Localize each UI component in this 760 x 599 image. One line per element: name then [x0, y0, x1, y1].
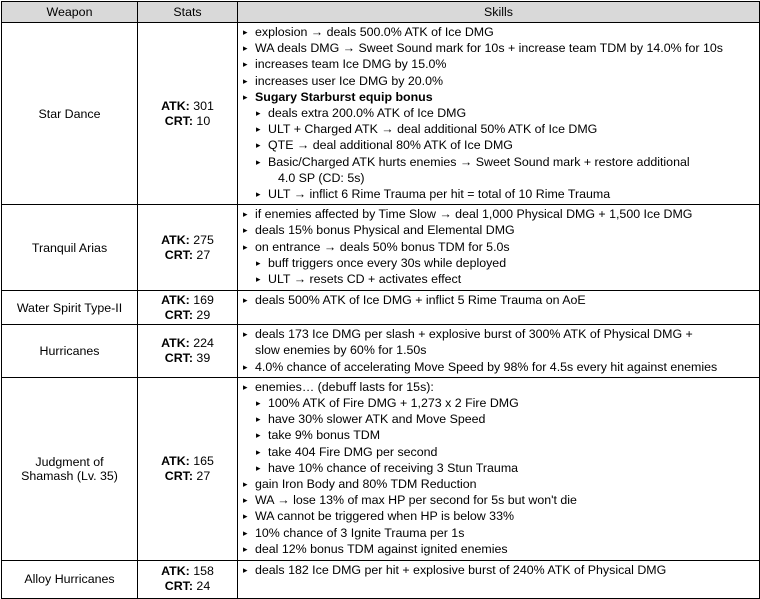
skill-line: ▸ gain Iron Body and 80% TDM Reduction: [243, 477, 477, 492]
skill-line: ▸ Basic/Charged ATK hurts enemies → Sweet Sound mark + restore additional: [256, 154, 690, 169]
bullet-icon: ▸: [243, 564, 248, 575]
skill-line: ▸ increases user Ice DMG by 20.0%: [243, 73, 444, 88]
skill-line: ▸ WA deals DMG → Sweet Sound mark for 10s + increase team TDM by 14.0% for 10s: [243, 41, 723, 56]
weapon-stats: [138, 377, 238, 560]
header-skills: Skills: [238, 2, 760, 23]
atk-stat: ATK: 169: [161, 292, 214, 307]
header-row: [2, 2, 760, 23]
weapon-stats: [138, 291, 238, 325]
table-row: [2, 205, 760, 291]
bullet-icon: ▸: [243, 75, 248, 86]
bullet-icon: ▸: [243, 59, 248, 70]
bullet-icon: ▸: [256, 189, 261, 200]
bullet-icon: ▸: [256, 462, 261, 473]
bullet-icon: ▸: [243, 43, 248, 54]
bullet-icon: ▸: [243, 209, 248, 220]
skill-line: ▸ take 404 Fire DMG per second: [256, 444, 438, 459]
skill-line: ▸ 10% chance of 3 Ignite Trauma per 1s: [243, 525, 465, 540]
skill-line: ▸ enemies… (debuff lasts for 15s):: [243, 379, 434, 394]
bullet-icon: ▸: [256, 156, 261, 167]
weapon-name: Tranquil Arias: [2, 205, 138, 291]
weapon-name: Water Spirit Type-II: [2, 291, 138, 325]
skill-line: ▸ deals extra 200.0% ATK of Ice DMG: [256, 106, 467, 121]
weapon-skills: [238, 377, 760, 560]
skill-line: ▸ ULT → resets CD + activates effect: [256, 272, 462, 287]
bullet-icon: ▸: [243, 295, 248, 306]
table-row: [2, 23, 760, 205]
skill-line: ▸ 4.0% chance of accelerating Move Speed by 98% for 4.5s every hit against enemies: [243, 359, 718, 374]
skill-line: ▸ WA → lose 13% of max HP per second for 5s but won't die: [243, 493, 577, 508]
bullet-icon: ▸: [256, 446, 261, 457]
skill-line: ▸ deals 15% bonus Physical and Elemental DMG: [243, 223, 515, 238]
crt-stat: CRT: 39: [164, 351, 211, 366]
weapon-name: Star Dance: [2, 23, 138, 205]
weapon-stats: [138, 205, 238, 291]
skill-line: ▸ increases team Ice DMG by 15.0%: [243, 57, 447, 72]
atk-stat: ATK: 165: [161, 453, 214, 468]
weapon-name: Alloy Hurricanes: [2, 560, 138, 598]
bullet-icon: ▸: [243, 479, 248, 490]
table-row: [2, 291, 760, 325]
weapons-table: [1, 1, 760, 599]
bullet-icon: ▸: [256, 430, 261, 441]
table-body: [2, 23, 760, 599]
bullet-icon: ▸: [243, 381, 248, 392]
skill-line: ▸ take 9% bonus TDM: [256, 428, 381, 443]
weapon-skills: [238, 23, 760, 205]
skill-line: ▸ if enemies affected by Time Slow → deal 1,000 Physical DMG + 1,500 Ice DMG: [243, 207, 693, 222]
skill-line: ▸ deals 173 Ice DMG per slash + explosive burst of 300% ATK of Physical DMG +: [243, 327, 693, 342]
bullet-icon: ▸: [243, 91, 248, 102]
bullet-icon: ▸: [243, 329, 248, 340]
weapon-stats: [138, 23, 238, 205]
table-row: [2, 560, 760, 598]
bullet-icon: ▸: [256, 108, 261, 119]
bullet-icon: ▸: [256, 274, 261, 285]
atk-stat: ATK: 301: [161, 98, 214, 113]
skill-line: ▸ explosion → deals 500.0% ATK of Ice DMG: [243, 25, 494, 39]
crt-stat: CRT: 27: [164, 247, 211, 262]
skill-line: ▸ deals 182 Ice DMG per hit + explosive burst of 240% ATK of Physical DMG: [243, 562, 667, 577]
atk-stat: ATK: 224: [161, 336, 214, 351]
bullet-icon: ▸: [256, 124, 261, 135]
bullet-icon: ▸: [256, 398, 261, 409]
skill-line: ▸ QTE → deal additional 80% ATK of Ice DMG: [256, 138, 513, 153]
table-row: [2, 325, 760, 378]
skill-line: slow enemies by 60% for 1.50s: [255, 343, 427, 358]
table-row: [2, 377, 760, 560]
weapon-name: Hurricanes: [2, 325, 138, 378]
weapon-skills: [238, 560, 760, 598]
weapon-stats: [138, 325, 238, 378]
crt-stat: CRT: 24: [164, 579, 211, 594]
skill-line: ▸ on entrance → deals 50% bonus TDM for 5.0s: [243, 239, 510, 254]
crt-stat: CRT: 10: [164, 113, 211, 128]
skill-line: ▸ buff triggers once every 30s while deployed: [256, 255, 507, 270]
header-stats: Stats: [138, 2, 238, 23]
weapon-name: Judgment of Shamash (Lv. 35): [2, 377, 138, 560]
skill-line: 4.0 SP (CD: 5s): [278, 170, 365, 185]
skill-line: ▸ 100% ATK of Fire DMG + 1,273 x 2 Fire DMG: [256, 396, 519, 411]
bullet-icon: ▸: [243, 543, 248, 554]
bullet-icon: ▸: [243, 527, 248, 538]
weapon-skills: [238, 325, 760, 378]
skill-line: ▸ WA cannot be triggered when HP is below 33%: [243, 509, 514, 524]
skill-line: ▸ deals 500% ATK of Ice DMG + inflict 5 Rime Trauma on AoE: [243, 293, 586, 308]
atk-stat: ATK: 158: [161, 564, 214, 579]
atk-stat: ATK: 275: [161, 232, 214, 247]
skill-line: ▸ ULT + Charged ATK → deal additional 50% ATK of Ice DMG: [256, 122, 598, 137]
bullet-icon: ▸: [256, 414, 261, 425]
weapon-stats: [138, 560, 238, 598]
skill-line: ▸ ULT → inflict 6 Rime Trauma per hit = total of 10 Rime Trauma: [256, 187, 611, 202]
header-weapon: Weapon: [2, 2, 138, 23]
bullet-icon: ▸: [243, 511, 248, 522]
bullet-icon: ▸: [243, 495, 248, 506]
bullet-icon: ▸: [243, 361, 248, 372]
skill-line: ▸ deal 12% bonus TDM against ignited enemies: [243, 541, 508, 556]
bullet-icon: ▸: [256, 257, 261, 268]
skill-line: ▸ Sugary Starburst equip bonus: [243, 89, 433, 104]
weapon-skills: [238, 291, 760, 325]
skill-line: ▸ have 10% chance of receiving 3 Stun Trauma: [256, 460, 519, 475]
bullet-icon: ▸: [243, 27, 248, 37]
crt-stat: CRT: 27: [164, 468, 211, 483]
weapon-skills: [238, 205, 760, 291]
bullet-icon: ▸: [243, 225, 248, 236]
crt-stat: CRT: 29: [164, 307, 211, 322]
skill-line: ▸ have 30% slower ATK and Move Speed: [256, 412, 486, 427]
bullet-icon: ▸: [256, 140, 261, 151]
bullet-icon: ▸: [243, 241, 248, 252]
